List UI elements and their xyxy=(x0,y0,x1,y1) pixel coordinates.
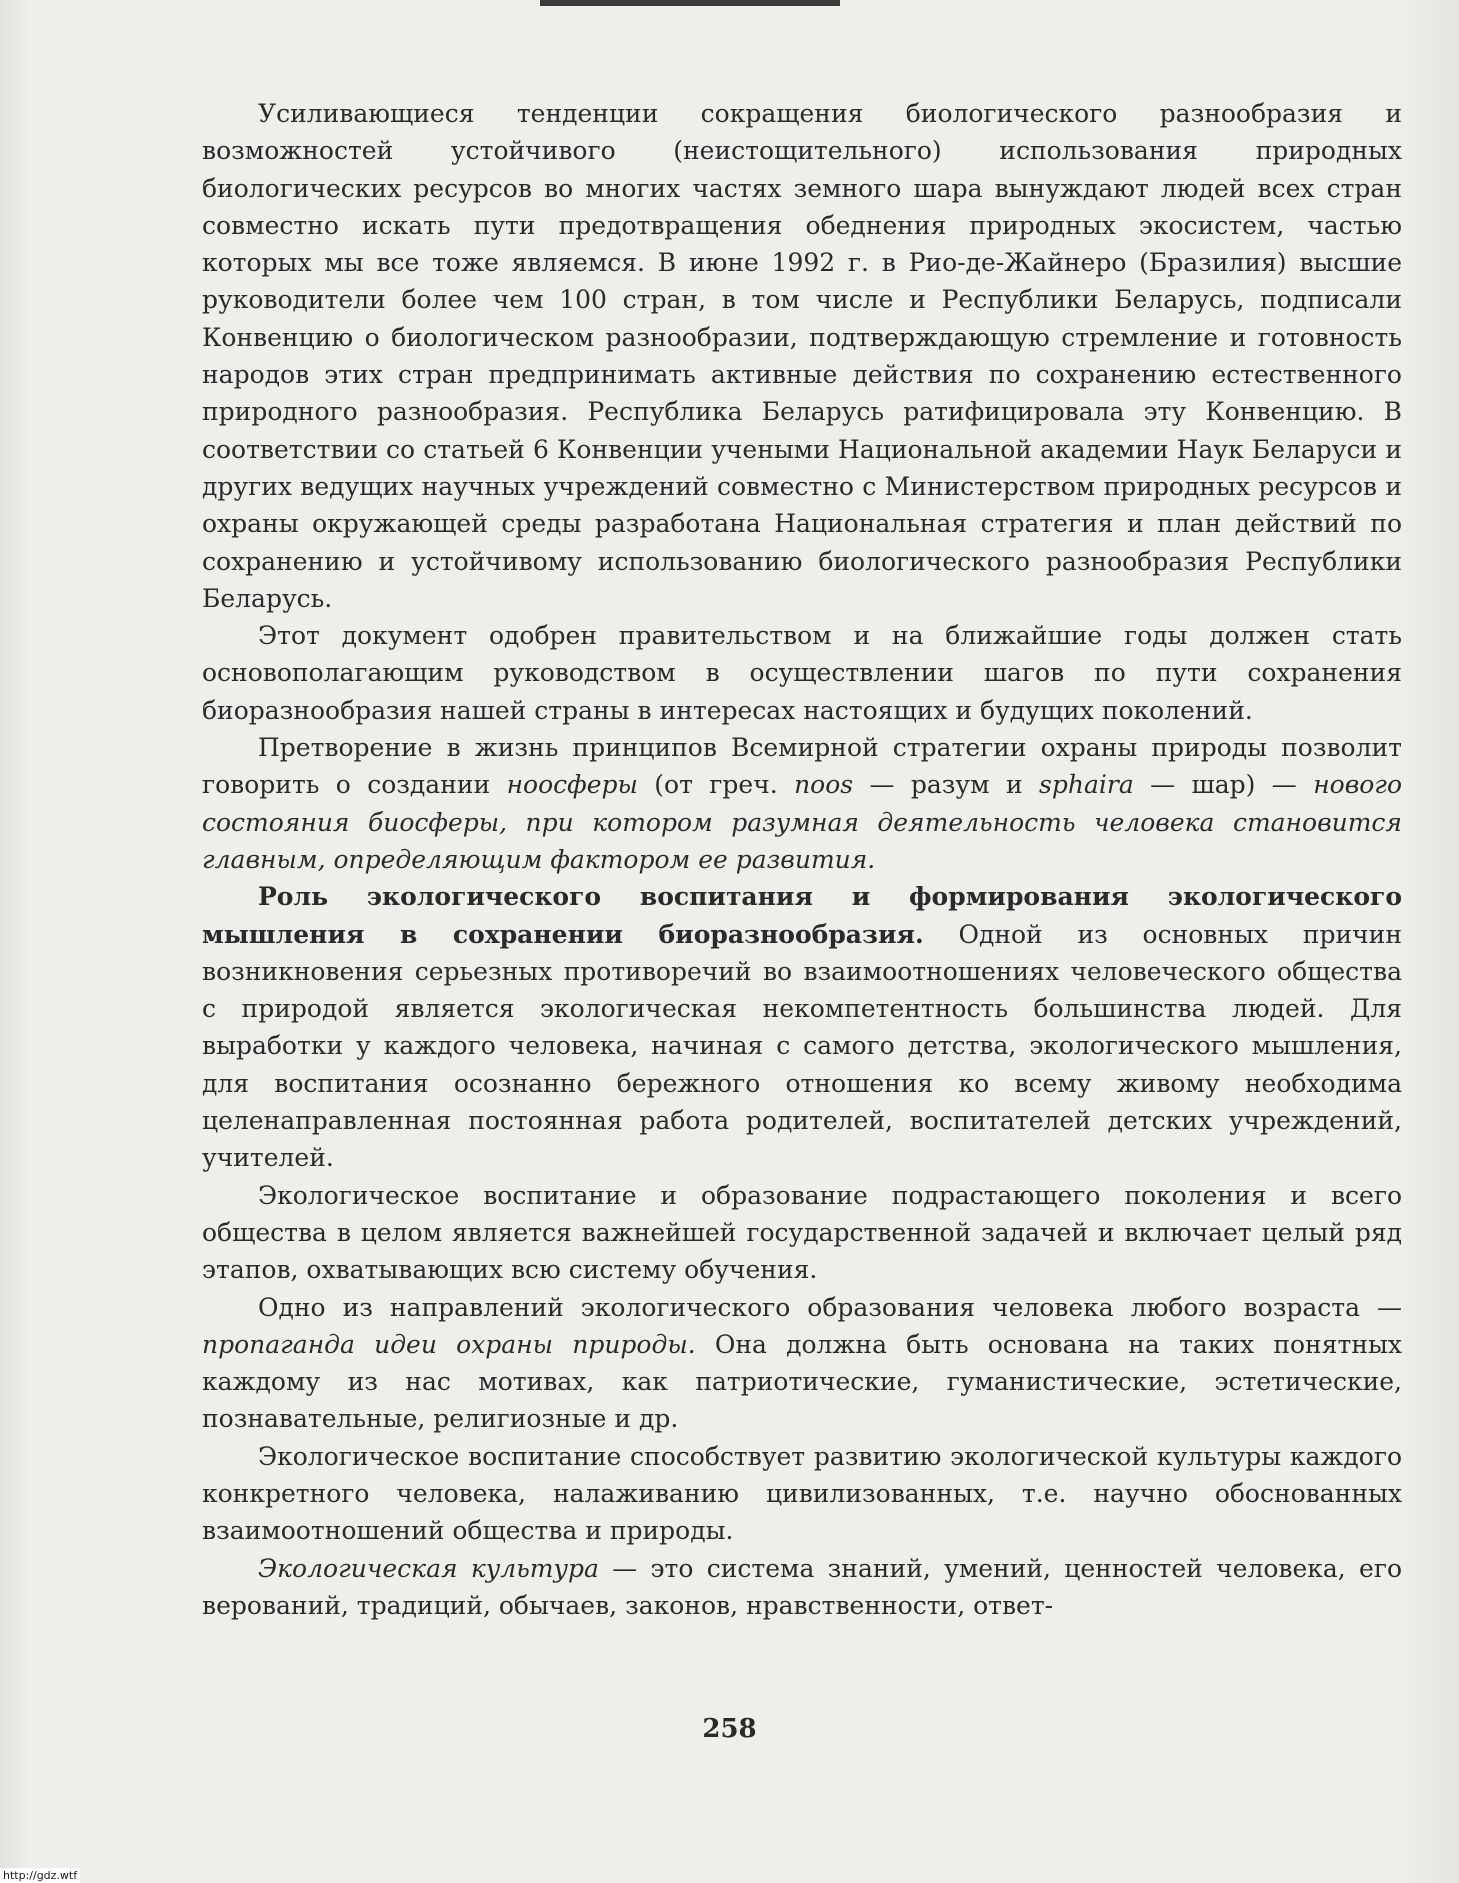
text-run: (от греч. xyxy=(637,770,795,800)
paragraph xyxy=(202,1177,1402,1289)
text-run: Одно из направлений экологического образования человека любого возраста — xyxy=(258,1292,1402,1322)
page-number: 258 xyxy=(702,1714,757,1744)
text-run: Она должна быть основана на таких понятных каждому из нас мотивах, как патриотические, гуманистические, эстетические, познавательные, религиозные и др. xyxy=(202,1329,1402,1434)
paragraph xyxy=(202,1550,1402,1625)
text-run: — разум и xyxy=(853,770,1040,800)
bold-heading-text: Роль экологического воспитания и формирования экологического мышления в сохранении биоразнообразия. xyxy=(202,882,1402,949)
paragraph xyxy=(202,878,1402,1176)
paragraph xyxy=(202,729,1402,878)
italic-text: sphaira xyxy=(1039,770,1134,800)
paragraph xyxy=(202,1289,1402,1438)
italic-text: Экологическая культура xyxy=(258,1553,599,1583)
top-decoration xyxy=(540,0,840,6)
text-run: Этот документ одобрен правительством и на ближайшие годы должен стать основополагающим руководством в осуществлении шагов по пути сохранения биоразнообразия нашей страны в интересах настоящих и будущих поколений. xyxy=(202,621,1402,725)
body-text xyxy=(202,95,1402,1624)
text-run: — это система знаний, умений, ценностей человека, его верований, традиций, обычаев, законов, нравственности, ответ- xyxy=(202,1553,1402,1620)
watermark-link[interactable]: http://gdz.wtf xyxy=(0,1868,80,1883)
text-run: Экологическое воспитание и образование подрастающего поколения и всего общества в целом является важнейшей государственной задачей и включает целый ряд этапов, охватывающих всю систему обучения. xyxy=(202,1180,1402,1285)
italic-text: пропаганда идеи охраны природы. xyxy=(202,1329,696,1359)
text-run: Одной из основных причин возникновения серьезных противоречий во взаимоотношениях человеческого общества с природой является экологическая некомпетентность большинства людей. Для выработки у каждого человека, начиная с самого детства, экологического мышления, для воспитания осознанно бережного отношения ко всему живому необходима целенаправленная постоянная работа родителей, воспитателей детских учреждений, учителей. xyxy=(202,919,1402,1173)
text-run: Экологическое воспитание способствует развитию экологической культуры каждого конкретного человека, налаживанию цивилизованных, т.е. научно обоснованных взаимоотношений общества и природы. xyxy=(202,1441,1402,1546)
italic-text: noos xyxy=(794,770,854,800)
italic-text: нового состояния биосферы, при котором разумная деятельность человека становится главным, определяющим фактором ее развития. xyxy=(202,770,1402,874)
paragraph xyxy=(202,95,1402,617)
text-run: — шар) — xyxy=(1133,770,1314,800)
italic-text: ноосферы xyxy=(506,770,638,800)
paragraph xyxy=(202,1438,1402,1550)
paragraph xyxy=(202,617,1402,729)
text-run: Претворение в жизнь принципов Всемирной стратегии охраны природы позволит говорить о создании xyxy=(202,733,1402,800)
text-run: Усиливающиеся тенденции сокращения биологического разнообразия и возможностей устойчивого (неистощительного) использования природных биологических ресурсов во многих частях земного шара вынуждают людей всех стран совместно искать пути предотвращения обеднения природных экосистем, частью которых мы все тоже являемся. В июне 1992 г. в Рио-де-Жайнеро (Бразилия) высшие руководители более чем 100 стран, в том числе и Республики Беларусь, подписали Конвенцию о биологическом разнообразии, подтверждающую стремление и готовность народов этих стран предпринимать активные действия по сохранению естественного природного разнообразия. Республика Беларусь ратифицировала эту Конвенцию. В соответствии со статьей 6 Конвенции учеными Национальной академии Наук Беларуси и других ведущих научных учреждений совместно с Министерством природных ресурсов и охраны окружающей среды разработана Национальная стратегия и план действий по сохранению и устойчивому использованию биологического разнообразия Республики Беларусь. xyxy=(202,99,1402,613)
